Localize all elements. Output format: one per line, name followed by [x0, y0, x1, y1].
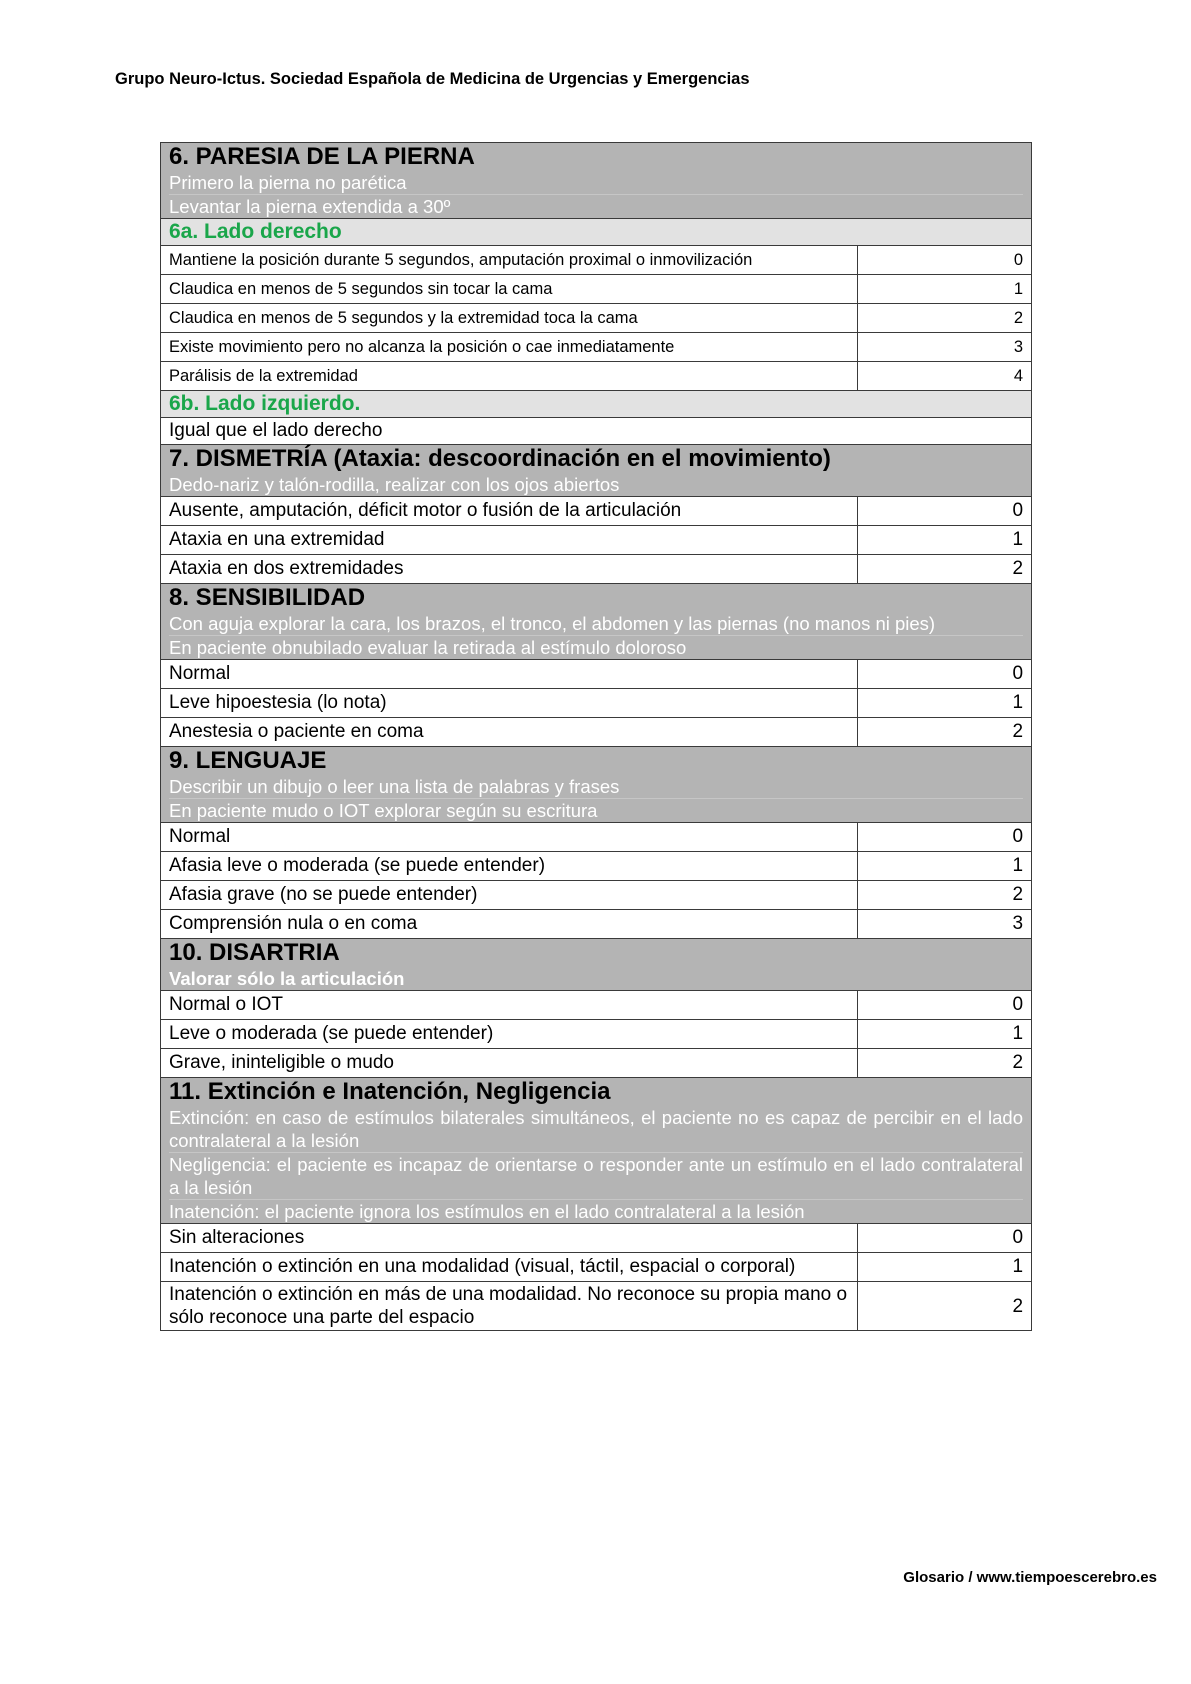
option-score: 0 — [858, 1224, 1032, 1253]
option-score: 1 — [858, 275, 1032, 304]
option-score: 2 — [858, 1049, 1032, 1078]
option-score: 2 — [858, 555, 1032, 584]
option-row — [161, 246, 1032, 275]
option-score: 0 — [858, 497, 1032, 526]
section-11-title: 11. Extinción e Inatención, Negligencia — [169, 1078, 611, 1105]
option-score: 0 — [858, 991, 1032, 1020]
option-row — [161, 660, 1032, 689]
option-label: Normal — [161, 823, 858, 852]
section-11-header — [161, 1078, 1032, 1224]
section-11-instruction: Inatención: el paciente ignora los estímulos en el lado contralateral a la lesión — [169, 1201, 805, 1222]
option-label: Claudica en menos de 5 segundos sin tocar la cama — [161, 275, 858, 304]
option-score: 1 — [858, 1020, 1032, 1049]
option-score: 2 — [858, 718, 1032, 747]
option-score: 1 — [858, 852, 1032, 881]
option-score: 1 — [858, 1253, 1032, 1282]
section-10-title: 10. DISARTRIA — [169, 939, 340, 966]
option-row — [161, 333, 1032, 362]
option-label: Normal — [161, 660, 858, 689]
section-8-header — [161, 584, 1032, 660]
option-label: Leve o moderada (se puede entender) — [161, 1020, 858, 1049]
option-score: 3 — [858, 333, 1032, 362]
option-row — [161, 1020, 1032, 1049]
option-label: Mantiene la posición durante 5 segundos, amputación proximal o inmovilización — [161, 246, 858, 275]
subsection-6a-header — [161, 219, 1032, 246]
section-7-title: 7. DISMETRÍA (Ataxia: descoordinación en el movimiento) — [169, 445, 831, 472]
section-9-header — [161, 747, 1032, 823]
section-9-instruction: Describir un dibujo o leer una lista de palabras y frases — [169, 775, 1023, 799]
section-6-instruction: Primero la pierna no parética — [169, 171, 1023, 195]
subsection-6b-header — [161, 391, 1032, 418]
option-label: Claudica en menos de 5 segundos y la extremidad toca la cama — [161, 304, 858, 333]
option-row — [161, 852, 1032, 881]
option-score: 2 — [858, 304, 1032, 333]
option-row — [161, 555, 1032, 584]
option-row — [161, 1282, 1032, 1331]
section-6-instruction: Levantar la pierna extendida a 30º — [169, 196, 451, 217]
option-row — [161, 304, 1032, 333]
option-score: 0 — [858, 660, 1032, 689]
option-label: Existe movimiento pero no alcanza la posición o cae inmediatamente — [161, 333, 858, 362]
option-score: 1 — [858, 689, 1032, 718]
option-label: Anestesia o paciente en coma — [161, 718, 858, 747]
option-score: 1 — [858, 526, 1032, 555]
option-label: Normal o IOT — [161, 991, 858, 1020]
option-label: Afasia leve o moderada (se puede entender) — [161, 852, 858, 881]
option-label: Parálisis de la extremidad — [161, 362, 858, 391]
section-11-instruction: Negligencia: el paciente es incapaz de orientarse o responder ante un estímulo en el lado contralateral a la lesión — [169, 1154, 1024, 1198]
subsection-6b-note: Igual que el lado derecho — [161, 418, 1032, 445]
option-label: Inatención o extinción en una modalidad (visual, táctil, espacial o corporal) — [161, 1253, 858, 1282]
option-row — [161, 1049, 1032, 1078]
subsection-6b-title: 6b. Lado izquierdo. — [161, 391, 1032, 418]
option-row — [161, 526, 1032, 555]
page-header: Grupo Neuro-Ictus. Sociedad Española de Medicina de Urgencias y Emergencias — [115, 70, 750, 88]
option-row — [161, 910, 1032, 939]
option-row — [161, 991, 1032, 1020]
option-label: Comprensión nula o en coma — [161, 910, 858, 939]
section-7-instruction: Dedo-nariz y talón-rodilla, realizar con los ojos abiertos — [169, 474, 620, 495]
option-row — [161, 881, 1032, 910]
stroke-scale-table — [160, 142, 1032, 1331]
option-row — [161, 689, 1032, 718]
option-label: Afasia grave (no se puede entender) — [161, 881, 858, 910]
section-8-title: 8. SENSIBILIDAD — [169, 584, 366, 611]
option-label: Inatención o extinción en más de una modalidad. No reconoce su propia mano o sólo reconoce una parte del espacio — [161, 1282, 858, 1331]
option-row — [161, 718, 1032, 747]
option-row — [161, 1224, 1032, 1253]
subsection-6a-title: 6a. Lado derecho — [161, 219, 1032, 246]
option-label: Ataxia en una extremidad — [161, 526, 858, 555]
option-label: Ausente, amputación, déficit motor o fusión de la articulación — [161, 497, 858, 526]
section-9-title: 9. LENGUAJE — [169, 747, 327, 774]
option-label: Sin alteraciones — [161, 1224, 858, 1253]
section-6-header — [161, 143, 1032, 219]
subsection-6b-note-row — [161, 418, 1032, 445]
option-row — [161, 1253, 1032, 1282]
option-row — [161, 497, 1032, 526]
section-8-instruction: En paciente obnubilado evaluar la retirada al estímulo doloroso — [169, 637, 687, 658]
option-label: Grave, ininteligible o mudo — [161, 1049, 858, 1078]
option-label: Leve hipoestesia (lo nota) — [161, 689, 858, 718]
option-score: 4 — [858, 362, 1032, 391]
option-score: 2 — [858, 881, 1032, 910]
section-7-header — [161, 445, 1032, 497]
section-9-instruction: En paciente mudo o IOT explorar según su escritura — [169, 800, 598, 821]
section-8-instruction: Con aguja explorar la cara, los brazos, el tronco, el abdomen y las piernas (no manos ni pies) — [169, 612, 1023, 636]
page-footer: Glosario / www.tiempoescerebro.es — [903, 1569, 1157, 1586]
option-score: 2 — [858, 1282, 1032, 1331]
section-11-instruction: Extinción: en caso de estímulos bilaterales simultáneos, el paciente no es capaz de percibir en el lado contralateral a la lesión — [169, 1107, 1024, 1151]
section-6-title: 6. PARESIA DE LA PIERNA — [169, 143, 475, 170]
section-10-header — [161, 939, 1032, 991]
option-row — [161, 362, 1032, 391]
option-score: 0 — [858, 823, 1032, 852]
option-row — [161, 823, 1032, 852]
option-score: 0 — [858, 246, 1032, 275]
option-score: 3 — [858, 910, 1032, 939]
option-row — [161, 275, 1032, 304]
section-10-instruction: Valorar sólo la articulación — [169, 968, 405, 989]
option-label: Ataxia en dos extremidades — [161, 555, 858, 584]
